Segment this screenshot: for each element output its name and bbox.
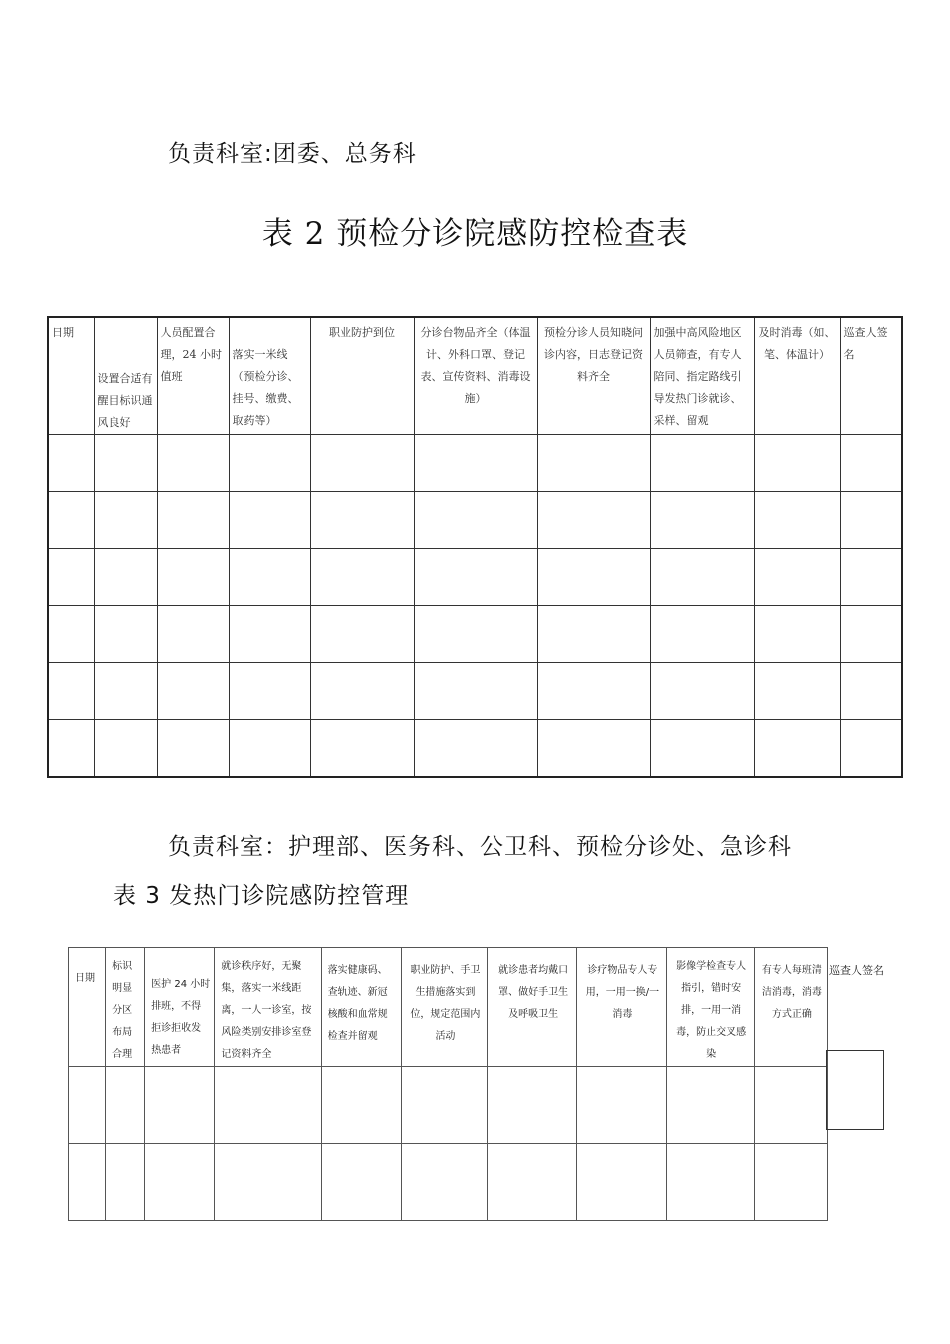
department-label-table2: 负责科室:团委、总务科 bbox=[168, 141, 417, 167]
table2-empty-row bbox=[48, 492, 902, 549]
department-label-table3: 负责科室：护理部、医务科、公卫科、预检分诊处、急诊科 bbox=[168, 834, 792, 860]
table2-title: 表 2 预检分诊院感防控检查表 bbox=[261, 216, 689, 252]
table3-header-cell: 诊疗物品专人专用，一用一换/一消毒 bbox=[577, 948, 666, 1067]
table3-empty-row bbox=[69, 1144, 828, 1221]
table3-header-cell: 有专人每班清洁消毒，消毒方式正确 bbox=[754, 948, 827, 1067]
table3-header-cell: 标识明显分区布局合理 bbox=[106, 948, 145, 1067]
table3-header-cell: 影像学检查专人指引，错时安排，一用一消毒，防止交叉感染 bbox=[666, 948, 754, 1067]
table2-header-cell: 预检分诊人员知晓问诊内容，日志登记资料齐全 bbox=[537, 317, 650, 435]
table3-header-cell: 落实健康码、查轨迹、新冠核酸和血常规检查并留观 bbox=[321, 948, 401, 1067]
table3-header-cell: 日期 bbox=[69, 948, 106, 1067]
table3-header-cell: 就诊秩序好，无聚集，落实一米线距离，一人一诊室，按风险类别安排诊室登记资料齐全 bbox=[215, 948, 321, 1067]
table2-header-cell: 日期 bbox=[48, 317, 94, 435]
table3-header-row bbox=[69, 948, 828, 1067]
table2-header-cell: 巡查人签名 bbox=[840, 317, 902, 435]
table2-empty-row bbox=[48, 435, 902, 492]
table2-header-cell: 人员配置合理，24 小时值班 bbox=[157, 317, 229, 435]
table2-empty-row bbox=[48, 663, 902, 720]
table3-management-grid bbox=[68, 947, 828, 1221]
table2-header-cell: 落实一米线（预检分诊、挂号、缴费、取药等） bbox=[229, 317, 310, 435]
table2-header-cell: 加强中高风险地区人员筛查，有专人陪同、指定路线引导发热门诊就诊、采样、留观 bbox=[650, 317, 754, 435]
table2-inspection-grid bbox=[47, 316, 903, 778]
table2-header-cell: 及时消毒（如、笔、体温计） bbox=[754, 317, 840, 435]
table2-header-cell: 职业防护到位 bbox=[310, 317, 414, 435]
table2-empty-row bbox=[48, 606, 902, 663]
table2-empty-row bbox=[48, 720, 902, 778]
table3-signature-header: 巡查人签名 bbox=[829, 964, 884, 977]
table3-header-cell: 就诊患者均戴口罩、做好手卫生及呼吸卫生 bbox=[488, 948, 577, 1067]
table3-empty-row bbox=[69, 1067, 828, 1144]
table3-signature-cell bbox=[826, 1050, 884, 1130]
table3-header-cell: 职业防护、手卫生措施落实到位，规定范围内活动 bbox=[401, 948, 487, 1067]
table2-empty-row bbox=[48, 549, 902, 606]
table2-header-row bbox=[48, 317, 902, 435]
table2-header-cell: 设置合适有醒目标识通风良好 bbox=[94, 317, 157, 435]
table2-header-cell: 分诊台物品齐全（体温计、外科口罩、登记表、宣传资料、消毒设施） bbox=[414, 317, 537, 435]
table3-title: 表 3 发热门诊院感防控管理 bbox=[113, 883, 410, 909]
table3-header-cell: 医护 24 小时排班，不得拒诊拒收发热患者 bbox=[145, 948, 215, 1067]
